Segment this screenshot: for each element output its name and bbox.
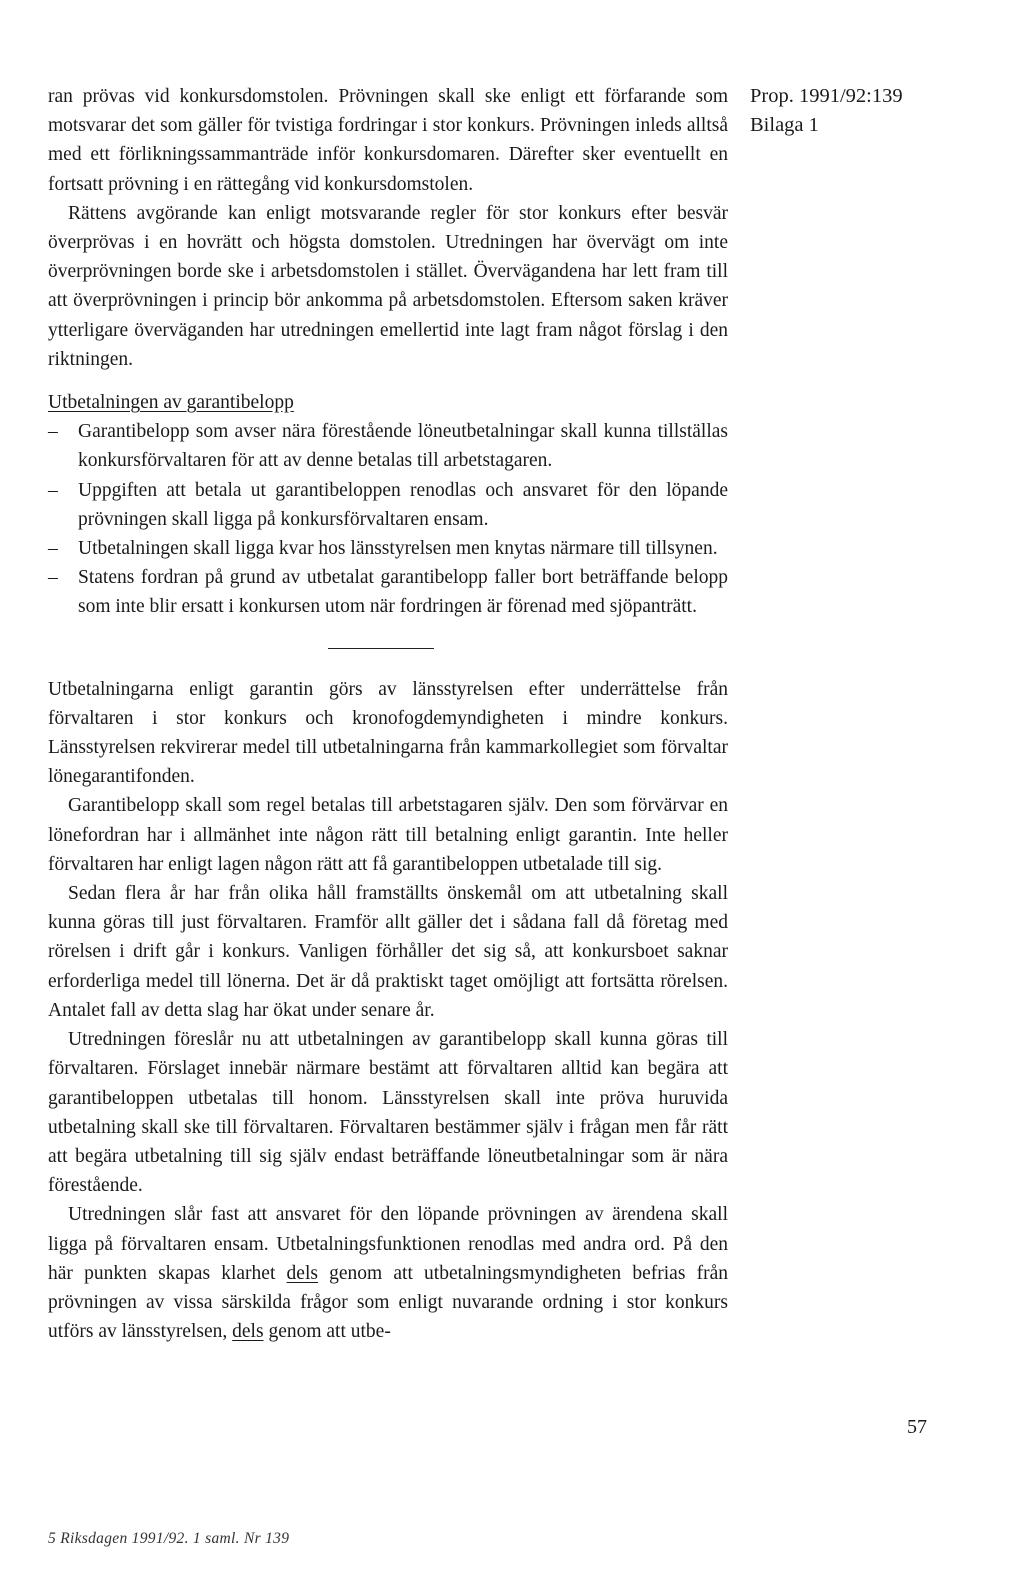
paragraph-continuation: ran prövas vid konkursdomstolen. Prövningen skall ske enligt ett förfarande som motsvarar det som gäller för tvistiga fordringar i stor konkurs. Prövningen inleds alltså med ett förlikningssammanträde inför konkursdomaren. Därefter sker eventuellt en fortsatt prövning i en rättegång vid konkursdomstolen. <box>48 86 728 195</box>
dash-bullet: – <box>48 479 58 501</box>
proposition-number: Prop. 1991/92:139 <box>750 85 903 107</box>
list-item-text: Statens fordran på grund av utbetalat garantibelopp faller bort beträffande belopp som inte blir ersatt i konkursen utom när fordringen är förenad med sjöpanträtt. <box>78 567 728 618</box>
list-item-text: Uppgiften att betala ut garantibeloppen renodlas och ansvaret för den löpande prövningen skall ligga på konkursförvaltaren ensam. <box>78 479 728 530</box>
body-paragraph: Garantibelopp skall som regel betalas till arbetstagaren själv. Den som förvärvar en lönefordran har i allmänhet inte någon rätt till betalning enligt garantin. Inte heller förvaltaren har enligt lagen någon rätt att få garantibeloppen utbetalade till sig. <box>48 795 728 875</box>
dash-bullet: – <box>48 567 58 589</box>
list-item-text: Utbetalningen skall ligga kvar hos länsstyrelsen men knytas närmare till tillsynen. <box>78 538 718 560</box>
list-item-text: Garantibelopp som avser nära förestående löneutbetalningar skall kunna tillställas konkursförvaltaren för att av denne betalas till arbetstagaren. <box>78 421 728 472</box>
emphasis-dels: dels <box>286 1262 318 1284</box>
paragraph-overprovning: Rättens avgörande kan enligt motsvarande regler för stor konkurs efter besvär överprövas i en hovrätt och högsta domstolen. Utredningen har övervägt om inte överprövningen borde ske i arbetsdomstolen i stället. Övervägandena har lett fram till att överprövningen i princip bör ankomma på arbetsdomstolen. Eftersom saken kräver ytterligare överväganden har utredningen emellertid inte lagt fram något förslag i den riktningen. <box>48 202 728 370</box>
margin-reference <box>750 82 903 140</box>
body-paragraph: Utbetalningarna enligt garantin görs av länsstyrelsen efter underrättelse från förvaltaren i stor konkurs och kronofogdemyndigheten i mindre konkurs. Länsstyrelsen rekvirerar medel till utbetalningarna från kammarkollegiet som förvaltar lönegarantifonden. <box>48 678 728 788</box>
text-segment: genom att utbe- <box>263 1321 391 1343</box>
proposal-list <box>48 417 728 621</box>
text-segment: genom att utbetalningsmyndigheten befrias från prövningen av vissa särskilda frågor som enligt nuvarande ordning i stor konkurs utförs av länsstyrelsen, <box>48 1262 728 1343</box>
list-item <box>48 476 728 534</box>
emphasis-dels: dels <box>232 1321 264 1343</box>
main-text-column <box>48 82 728 1346</box>
body-paragraph: Utredningen föreslår nu att utbetalningen av garantibelopp skall kunna göras till förvaltaren. Förslaget innebär närmare bestämt att förvaltaren alltid kan begära att garantibeloppen utbetalas till honom. Länsstyrelsen skall inte pröva huruvida utbetalning skall ske till förvaltaren. Förvaltaren bestämmer själv i frågan men får rätt att begära utbetalning till sig själv endast beträffande löneutbetalningar som är nära förestående. <box>48 1029 728 1197</box>
list-item <box>48 417 728 475</box>
section-divider <box>328 648 434 649</box>
body-paragraph-last <box>48 1200 728 1346</box>
appendix-label: Bilaga 1 <box>750 114 819 137</box>
dash-bullet: – <box>48 538 58 560</box>
section-heading: Utbetalningen av garantibelopp <box>48 392 294 414</box>
dash-bullet: – <box>48 421 58 443</box>
list-item <box>48 534 728 563</box>
page-number: 57 <box>907 1416 927 1438</box>
text-segment: Utredningen slår fast att ansvaret för den löpande prövningen av ärendena skall ligga på förvaltaren ensam. Utbetalningsfunktionen renodlas med andra ord. På den här punkten skapas klarhet <box>48 1204 728 1284</box>
list-item <box>48 563 728 621</box>
print-footer: 5 Riksdagen 1991/92. 1 saml. Nr 139 <box>48 1530 290 1547</box>
body-paragraph: Sedan flera år har från olika håll framställts önskemål om att utbetalning skall kunna göras till just förvaltaren. Framför allt gäller det i sådana fall då företag med rörelsen i drift går i konkurs. Vanligen förhåller det sig så, att konkursboet saknar erforderliga medel till lönerna. Det är då praktiskt taget omöjligt att fortsätta rörelsen. Antalet fall av detta slag har ökat under senare år. <box>48 883 728 1021</box>
